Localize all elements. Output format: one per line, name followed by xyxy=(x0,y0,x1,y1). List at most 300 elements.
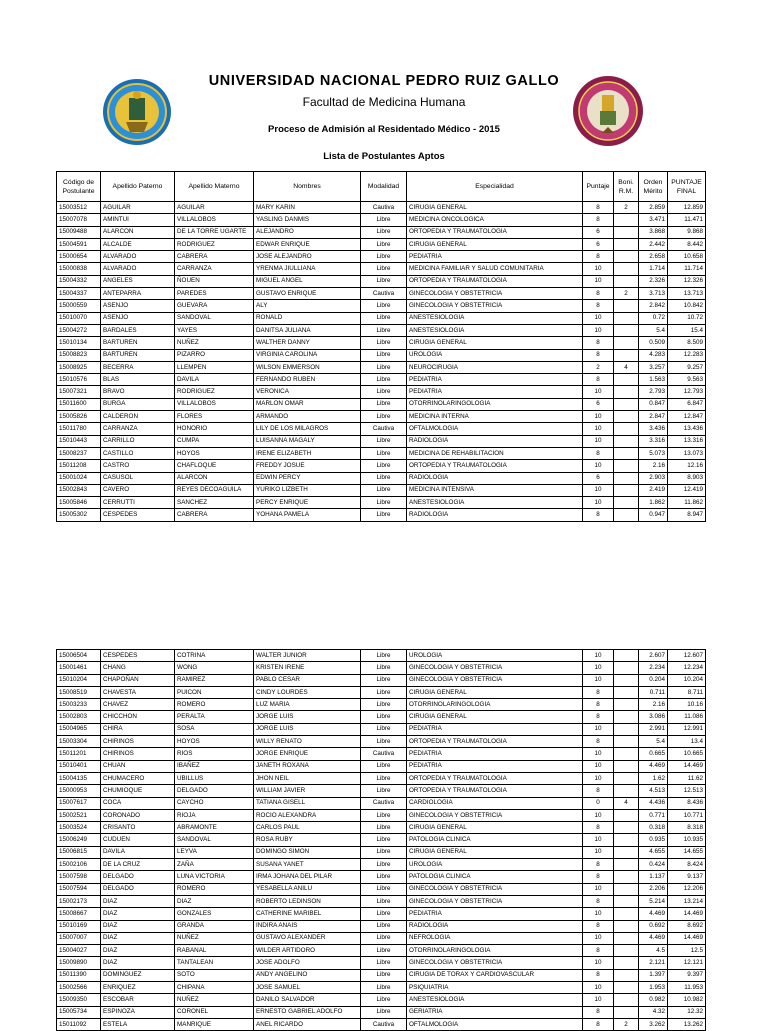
cell-nombres: WILSON EMMERSON xyxy=(254,361,361,373)
cell-especialidad: PEDIATRIA xyxy=(407,760,583,772)
table-row xyxy=(57,288,706,300)
cell-boni xyxy=(614,226,639,238)
cell-nombres: RONALD xyxy=(254,312,361,324)
cell-apellido-paterno: DE LA CRUZ xyxy=(101,859,175,871)
cell-puntaje-final: 12.513 xyxy=(668,785,706,797)
cell-apellido-paterno: DELGADO xyxy=(101,883,175,895)
cell-apellido-materno: ROMERO xyxy=(175,883,254,895)
table-header-row xyxy=(57,172,706,202)
cell-modalidad: Libre xyxy=(361,711,407,723)
cell-orden-merito: 2.903 xyxy=(639,472,668,484)
cell-apellido-paterno: CHAVEZ xyxy=(101,699,175,711)
cell-codigo: 15004332 xyxy=(57,275,101,287)
cell-codigo: 15007078 xyxy=(57,214,101,226)
cell-orden-merito: 4.469 xyxy=(639,908,668,920)
cell-puntaje: 10 xyxy=(583,460,614,472)
cell-apellido-paterno: BARTUREN xyxy=(101,349,175,361)
cell-nombres: MARLON OMAR xyxy=(254,398,361,410)
header-especialidad: Especialidad xyxy=(407,172,583,202)
cell-orden-merito: 3.868 xyxy=(639,226,668,238)
cell-apellido-materno: GRANDA xyxy=(175,920,254,932)
cell-apellido-paterno: CASTILLO xyxy=(101,447,175,459)
cell-boni xyxy=(614,723,639,735)
cell-puntaje-final: 13.713 xyxy=(668,288,706,300)
cell-apellido-paterno: DIAZ xyxy=(101,945,175,957)
cell-especialidad: RADIOLOGIA xyxy=(407,435,583,447)
cell-puntaje-final: 12.847 xyxy=(668,411,706,423)
cell-apellido-paterno: CHUMIOQUE xyxy=(101,785,175,797)
cell-apellido-materno: NUÑEZ xyxy=(175,337,254,349)
cell-puntaje: 10 xyxy=(583,809,614,821)
cell-nombres: JANETH ROXANA xyxy=(254,760,361,772)
cell-puntaje-final: 9.868 xyxy=(668,226,706,238)
cell-especialidad: NEFROLOGIA xyxy=(407,932,583,944)
cell-nombres: YRENMA JIULLIANA xyxy=(254,263,361,275)
cell-boni xyxy=(614,460,639,472)
cell-puntaje: 8 xyxy=(583,1018,614,1030)
cell-puntaje: 6 xyxy=(583,238,614,250)
cell-codigo: 15008925 xyxy=(57,361,101,373)
cell-especialidad: MEDICINA ONCOLOGICA xyxy=(407,214,583,226)
cell-nombres: EDWIN PERCY xyxy=(254,472,361,484)
cell-orden-merito: 0.318 xyxy=(639,822,668,834)
cell-modalidad: Libre xyxy=(361,908,407,920)
cell-especialidad: CIRUGIA GENERAL xyxy=(407,202,583,214)
cell-puntaje: 6 xyxy=(583,472,614,484)
cell-codigo: 15000838 xyxy=(57,263,101,275)
cell-nombres: CARLOS PAUL xyxy=(254,822,361,834)
cell-codigo: 15003512 xyxy=(57,202,101,214)
cell-puntaje-final: 12.793 xyxy=(668,386,706,398)
cell-boni xyxy=(614,883,639,895)
cell-puntaje: 10 xyxy=(583,723,614,735)
cell-apellido-paterno: ESPINOZA xyxy=(101,1006,175,1018)
cell-puntaje-final: 8.947 xyxy=(668,509,706,521)
cell-boni xyxy=(614,736,639,748)
cell-boni xyxy=(614,711,639,723)
cell-modalidad: Libre xyxy=(361,785,407,797)
cell-apellido-paterno: BARDALES xyxy=(101,324,175,336)
cell-apellido-paterno: CORONADO xyxy=(101,809,175,821)
cell-puntaje-final: 12.206 xyxy=(668,883,706,895)
cell-codigo: 15007598 xyxy=(57,871,101,883)
cell-puntaje-final: 9.137 xyxy=(668,871,706,883)
cell-apellido-materno: PUICON xyxy=(175,686,254,698)
cell-apellido-materno: CABRERA xyxy=(175,509,254,521)
cell-orden-merito: 0.665 xyxy=(639,748,668,760)
cell-boni xyxy=(614,509,639,521)
cell-modalidad: Libre xyxy=(361,957,407,969)
cell-codigo: 15006815 xyxy=(57,846,101,858)
cell-especialidad: GINECOLOGIA Y OBSTETRICIA xyxy=(407,674,583,686)
cell-codigo: 15002106 xyxy=(57,859,101,871)
cell-boni xyxy=(614,324,639,336)
cell-puntaje-final: 12.991 xyxy=(668,723,706,735)
cell-boni xyxy=(614,772,639,784)
table-row xyxy=(57,760,706,772)
cell-puntaje: 8 xyxy=(583,920,614,932)
cell-especialidad: UROLOGIA xyxy=(407,859,583,871)
cell-codigo: 15010204 xyxy=(57,674,101,686)
cell-modalidad: Libre xyxy=(361,214,407,226)
table-row xyxy=(57,957,706,969)
cell-apellido-materno: GUEVARA xyxy=(175,300,254,312)
cell-nombres: ERNESTO GABRIEL ADOLFO xyxy=(254,1006,361,1018)
cell-nombres: VIRGINIA CAROLINA xyxy=(254,349,361,361)
cell-boni xyxy=(614,908,639,920)
cell-nombres: LUISANNA MAGALY xyxy=(254,435,361,447)
cell-puntaje: 10 xyxy=(583,908,614,920)
cell-nombres: FREDDY JOSUE xyxy=(254,460,361,472)
cell-puntaje: 10 xyxy=(583,883,614,895)
cell-modalidad: Libre xyxy=(361,460,407,472)
cell-modalidad: Libre xyxy=(361,361,407,373)
cell-modalidad: Libre xyxy=(361,699,407,711)
cell-nombres: ALY xyxy=(254,300,361,312)
cell-puntaje-final: 11.471 xyxy=(668,214,706,226)
cell-modalidad: Libre xyxy=(361,435,407,447)
cell-codigo: 15004591 xyxy=(57,238,101,250)
table-row xyxy=(57,920,706,932)
cell-apellido-paterno: ALVARADO xyxy=(101,263,175,275)
table-row xyxy=(57,686,706,698)
cell-nombres: DANILO SALVADOR xyxy=(254,994,361,1006)
cell-apellido-materno: COTRINA xyxy=(175,650,254,662)
cell-nombres: JORGE LUIS xyxy=(254,711,361,723)
cell-modalidad: Libre xyxy=(361,760,407,772)
table-row xyxy=(57,883,706,895)
cell-apellido-materno: GONZALES xyxy=(175,908,254,920)
cell-apellido-materno: RIOS xyxy=(175,748,254,760)
cell-puntaje-final: 8.424 xyxy=(668,859,706,871)
cell-puntaje: 10 xyxy=(583,834,614,846)
table-row xyxy=(57,460,706,472)
cell-puntaje-final: 12.16 xyxy=(668,460,706,472)
cell-apellido-materno: PIZARRO xyxy=(175,349,254,361)
cell-modalidad: Libre xyxy=(361,238,407,250)
cell-apellido-materno: ALARCON xyxy=(175,472,254,484)
cell-especialidad: OFTALMOLOGIA xyxy=(407,1018,583,1030)
cell-especialidad: ORTOPEDIA Y TRAUMATOLOGIA xyxy=(407,275,583,287)
cell-codigo: 15010070 xyxy=(57,312,101,324)
cell-apellido-paterno: BARTUREN xyxy=(101,337,175,349)
cell-puntaje-final: 14.469 xyxy=(668,908,706,920)
cell-especialidad: UROLOGIA xyxy=(407,349,583,361)
cell-especialidad: PEDIATRIA xyxy=(407,374,583,386)
cell-puntaje: 10 xyxy=(583,932,614,944)
header-apellido-materno: Apellido Materno xyxy=(175,172,254,202)
cell-nombres: GUSTAVO ENRIQUE xyxy=(254,288,361,300)
cell-puntaje: 8 xyxy=(583,871,614,883)
cell-puntaje: 8 xyxy=(583,736,614,748)
cell-puntaje-final: 11.086 xyxy=(668,711,706,723)
cell-apellido-paterno: CESPEDES xyxy=(101,509,175,521)
cell-codigo: 15002843 xyxy=(57,484,101,496)
cell-apellido-materno: SANCHEZ xyxy=(175,497,254,509)
cell-puntaje: 8 xyxy=(583,699,614,711)
cell-nombres: ROCIO ALEXANDRA xyxy=(254,809,361,821)
cell-boni xyxy=(614,300,639,312)
cell-puntaje: 8 xyxy=(583,895,614,907)
cell-puntaje-final: 8.692 xyxy=(668,920,706,932)
cell-apellido-materno: DE LA TORRE UGARTE xyxy=(175,226,254,238)
cell-codigo: 15005846 xyxy=(57,497,101,509)
cell-boni xyxy=(614,263,639,275)
cell-apellido-materno: TANTALEAN xyxy=(175,957,254,969)
cell-puntaje: 10 xyxy=(583,484,614,496)
cell-apellido-materno: ROMERO xyxy=(175,699,254,711)
cell-nombres: YASLING DANMIS xyxy=(254,214,361,226)
table-row xyxy=(57,435,706,447)
cell-apellido-materno: CABRERA xyxy=(175,251,254,263)
cell-codigo: 15004272 xyxy=(57,324,101,336)
cell-apellido-materno: LEYVA xyxy=(175,846,254,858)
cell-puntaje-final: 10.771 xyxy=(668,809,706,821)
cell-apellido-paterno: ANGELES xyxy=(101,275,175,287)
cell-nombres: KRISTEN IRENE xyxy=(254,662,361,674)
table-row xyxy=(57,908,706,920)
header-apellido-paterno: Apellido Paterno xyxy=(101,172,175,202)
cell-boni xyxy=(614,859,639,871)
cell-orden-merito: 2.206 xyxy=(639,883,668,895)
cell-modalidad: Libre xyxy=(361,969,407,981)
cell-modalidad: Libre xyxy=(361,871,407,883)
cell-nombres: JOSE SAMUEL xyxy=(254,982,361,994)
cell-codigo: 15004135 xyxy=(57,772,101,784)
cell-puntaje: 10 xyxy=(583,411,614,423)
cell-especialidad: CIRUGIA GENERAL xyxy=(407,711,583,723)
cell-codigo: 15005302 xyxy=(57,509,101,521)
cell-puntaje-final: 9.563 xyxy=(668,374,706,386)
cell-puntaje-final: 8.442 xyxy=(668,238,706,250)
cell-apellido-paterno: BLAS xyxy=(101,374,175,386)
cell-orden-merito: 0.847 xyxy=(639,398,668,410)
cell-apellido-paterno: CARRILLO xyxy=(101,435,175,447)
cell-puntaje-final: 9.257 xyxy=(668,361,706,373)
cell-apellido-paterno: CHAPOÑAN xyxy=(101,674,175,686)
cell-codigo: 15007617 xyxy=(57,797,101,809)
cell-especialidad: CIRUGIA DE TORAX Y CARDIOVASCULAR xyxy=(407,969,583,981)
cell-puntaje: 8 xyxy=(583,251,614,263)
cell-orden-merito: 3.086 xyxy=(639,711,668,723)
table-row xyxy=(57,846,706,858)
cell-nombres: JOSE ADOLFO xyxy=(254,957,361,969)
cell-modalidad: Cautiva xyxy=(361,1018,407,1030)
table-row xyxy=(57,300,706,312)
cell-especialidad: OFTALMOLOGIA xyxy=(407,423,583,435)
cell-modalidad: Libre xyxy=(361,1006,407,1018)
cell-orden-merito: 2.442 xyxy=(639,238,668,250)
cell-codigo: 15005734 xyxy=(57,1006,101,1018)
cell-boni xyxy=(614,785,639,797)
cell-apellido-materno: CHIPANA xyxy=(175,982,254,994)
cell-codigo: 15000654 xyxy=(57,251,101,263)
table-row xyxy=(57,723,706,735)
cell-apellido-paterno: CERRUTTI xyxy=(101,497,175,509)
cell-boni xyxy=(614,957,639,969)
cell-orden-merito: 2.121 xyxy=(639,957,668,969)
cell-boni xyxy=(614,650,639,662)
cell-puntaje-final: 6.847 xyxy=(668,398,706,410)
cell-especialidad: GINECOLOGIA Y OBSTETRICIA xyxy=(407,300,583,312)
cell-apellido-paterno: BRAVO xyxy=(101,386,175,398)
table-row xyxy=(57,662,706,674)
cell-orden-merito: 0.424 xyxy=(639,859,668,871)
cell-boni xyxy=(614,497,639,509)
cell-nombres: INDIRA ANAIS xyxy=(254,920,361,932)
cell-apellido-materno: PAREDES xyxy=(175,288,254,300)
cell-apellido-materno: HOYOS xyxy=(175,736,254,748)
cell-especialidad: MEDICINA FAMILIAR Y SALUD COMUNITARIA xyxy=(407,263,583,275)
cell-apellido-materno: ÑOUEN xyxy=(175,275,254,287)
table-row xyxy=(57,699,706,711)
cell-boni xyxy=(614,871,639,883)
cell-codigo: 15011092 xyxy=(57,1018,101,1030)
cell-boni xyxy=(614,484,639,496)
cell-modalidad: Libre xyxy=(361,275,407,287)
cell-codigo: 15002566 xyxy=(57,982,101,994)
cell-especialidad: PATOLOGIA CLINICA xyxy=(407,834,583,846)
cell-apellido-paterno: CARRANZA xyxy=(101,423,175,435)
cell-orden-merito: 3.257 xyxy=(639,361,668,373)
cell-apellido-paterno: CHANG xyxy=(101,662,175,674)
cell-orden-merito: 2.16 xyxy=(639,699,668,711)
cell-nombres: ALEJANDRO xyxy=(254,226,361,238)
table-row xyxy=(57,423,706,435)
cell-apellido-materno: VILLALOBOS xyxy=(175,214,254,226)
cell-especialidad: CIRUGIA GENERAL xyxy=(407,822,583,834)
cell-especialidad: OTORRINOLARINGOLOGIA xyxy=(407,398,583,410)
cell-orden-merito: 0.204 xyxy=(639,674,668,686)
cell-nombres: JOSE ALEJANDRO xyxy=(254,251,361,263)
cell-orden-merito: 0.771 xyxy=(639,809,668,821)
cell-orden-merito: 2.16 xyxy=(639,460,668,472)
cell-puntaje-final: 13.073 xyxy=(668,447,706,459)
cell-puntaje-final: 13.436 xyxy=(668,423,706,435)
cell-puntaje: 8 xyxy=(583,686,614,698)
cell-modalidad: Libre xyxy=(361,945,407,957)
cell-especialidad: ANESTESIOLOGIA xyxy=(407,324,583,336)
cell-modalidad: Libre xyxy=(361,472,407,484)
cell-orden-merito: 1.397 xyxy=(639,969,668,981)
table-row xyxy=(57,337,706,349)
table-row xyxy=(57,324,706,336)
cell-especialidad: GINECOLOGIA Y OBSTETRICIA xyxy=(407,957,583,969)
table-row xyxy=(57,238,706,250)
cell-orden-merito: 2.326 xyxy=(639,275,668,287)
cell-orden-merito: 1.862 xyxy=(639,497,668,509)
cell-codigo: 15001461 xyxy=(57,662,101,674)
cell-modalidad: Libre xyxy=(361,251,407,263)
cell-apellido-materno: DAVILA xyxy=(175,374,254,386)
cell-puntaje-final: 10.16 xyxy=(668,699,706,711)
cell-apellido-materno: WONG xyxy=(175,662,254,674)
cell-codigo: 15008519 xyxy=(57,686,101,698)
table-row xyxy=(57,374,706,386)
cell-apellido-paterno: ENRIQUEZ xyxy=(101,982,175,994)
cell-puntaje: 8 xyxy=(583,509,614,521)
cell-apellido-paterno: DOMINGUEZ xyxy=(101,969,175,981)
cell-modalidad: Libre xyxy=(361,834,407,846)
cell-especialidad: ORTOPEDIA Y TRAUMATOLOGIA xyxy=(407,226,583,238)
cell-apellido-paterno: DIAZ xyxy=(101,932,175,944)
cell-apellido-materno: CAYCHO xyxy=(175,797,254,809)
table-row xyxy=(57,251,706,263)
cell-nombres: SUSANA YANET xyxy=(254,859,361,871)
cell-especialidad: GINECOLOGIA Y OBSTETRICIA xyxy=(407,809,583,821)
table-row xyxy=(57,982,706,994)
cell-especialidad: GINECOLOGIA Y OBSTETRICIA xyxy=(407,662,583,674)
cell-orden-merito: 4.469 xyxy=(639,932,668,944)
cell-orden-merito: 2.607 xyxy=(639,650,668,662)
cell-modalidad: Libre xyxy=(361,263,407,275)
cell-orden-merito: 1.953 xyxy=(639,982,668,994)
cell-nombres: MIGUEL ANGEL xyxy=(254,275,361,287)
table-row xyxy=(57,809,706,821)
cell-especialidad: OTORRINOLARINGOLOGIA xyxy=(407,699,583,711)
cell-puntaje-final: 11.953 xyxy=(668,982,706,994)
cell-modalidad: Libre xyxy=(361,895,407,907)
cell-puntaje: 8 xyxy=(583,288,614,300)
cell-puntaje: 8 xyxy=(583,822,614,834)
cell-orden-merito: 5.073 xyxy=(639,447,668,459)
cell-nombres: LUZ MARIA xyxy=(254,699,361,711)
cell-boni xyxy=(614,809,639,821)
cell-apellido-materno: PERALTA xyxy=(175,711,254,723)
cell-codigo: 15009488 xyxy=(57,226,101,238)
cell-modalidad: Cautiva xyxy=(361,423,407,435)
table-row xyxy=(57,411,706,423)
cell-apellido-paterno: ALARCON xyxy=(101,226,175,238)
cell-puntaje: 10 xyxy=(583,435,614,447)
table-row xyxy=(57,386,706,398)
cell-puntaje: 10 xyxy=(583,423,614,435)
cell-puntaje: 8 xyxy=(583,214,614,226)
cell-modalidad: Libre xyxy=(361,846,407,858)
cell-boni xyxy=(614,699,639,711)
cell-orden-merito: 1.714 xyxy=(639,263,668,275)
cell-apellido-materno: LUNA VICTORIA xyxy=(175,871,254,883)
cell-puntaje-final: 12.5 xyxy=(668,945,706,957)
cell-modalidad: Libre xyxy=(361,324,407,336)
cell-codigo: 15006504 xyxy=(57,650,101,662)
cell-codigo: 15010169 xyxy=(57,920,101,932)
cell-puntaje: 10 xyxy=(583,312,614,324)
cell-apellido-paterno: CHAVESTA xyxy=(101,686,175,698)
cell-nombres: WALTER JUNIOR xyxy=(254,650,361,662)
cell-nombres: ANEL RICARDO xyxy=(254,1018,361,1030)
cell-orden-merito: 2.991 xyxy=(639,723,668,735)
cell-puntaje: 10 xyxy=(583,748,614,760)
cell-especialidad: UROLOGIA xyxy=(407,650,583,662)
cell-nombres: YURIKO LIZBETH xyxy=(254,484,361,496)
cell-modalidad: Libre xyxy=(361,374,407,386)
cell-orden-merito: 5.4 xyxy=(639,324,668,336)
applicants-table-page2 xyxy=(56,649,706,1031)
cell-apellido-materno: UBILLUS xyxy=(175,772,254,784)
cell-puntaje-final: 12.859 xyxy=(668,202,706,214)
cell-orden-merito: 4.655 xyxy=(639,846,668,858)
applicants-table-page1 xyxy=(56,171,706,522)
cell-puntaje: 10 xyxy=(583,386,614,398)
cell-especialidad: PEDIATRIA xyxy=(407,748,583,760)
cell-apellido-materno: RODRIGUEZ xyxy=(175,238,254,250)
cell-codigo: 15002803 xyxy=(57,711,101,723)
table-row xyxy=(57,674,706,686)
cell-puntaje: 10 xyxy=(583,324,614,336)
table-row xyxy=(57,969,706,981)
cell-apellido-paterno: CUDUEN xyxy=(101,834,175,846)
